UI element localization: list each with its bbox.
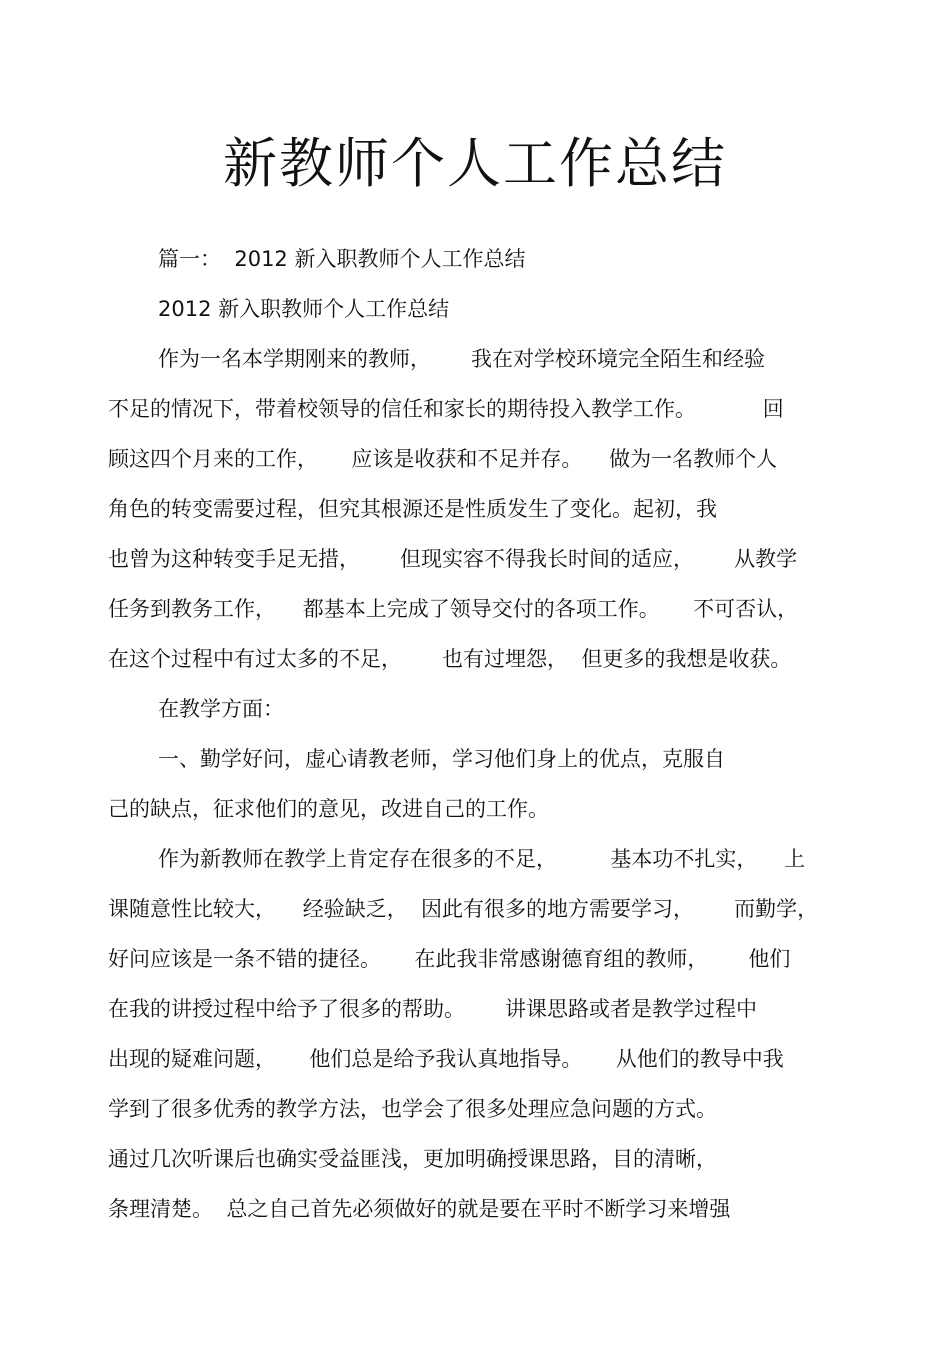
paragraph-line: 学到了很多优秀的教学方法，也学会了很多处理应急问题的方式。: [108, 1097, 717, 1121]
paragraph-line: 通过几次听课后也确实受益匪浅，更加明确授课思路，目的清晰，: [108, 1147, 717, 1171]
paragraph-line: 角色的转变需要过程，但究其根源还是性质发生了变化。起初，我: [108, 497, 717, 521]
paragraph-line: 好问应该是一条不错的捷径。 在此我非常感谢德育组的教师， 他们: [108, 947, 791, 971]
document-title: 新教师个人工作总结: [223, 132, 727, 195]
paragraph-line: 任务到教务工作， 都基本上完成了领导交付的各项工作。 不可否认，: [108, 597, 799, 621]
paragraph-line: 顾这四个月来的工作， 应该是收获和不足并存。 做为一名教师个人: [108, 447, 778, 471]
paragraph-line: 也曾为这种转变手足无措， 但现实容不得我长时间的适应， 从教学: [108, 547, 798, 571]
paragraph-line: 己的缺点，征求他们的意见，改进自己的工作。: [108, 797, 549, 821]
paragraph-line: 在这个过程中有过太多的不足， 也有过埋怨， 但更多的我想是收获。: [108, 647, 792, 671]
paragraph-line: 一、勤学好问，虚心请教老师，学习他们身上的优点，克服自: [158, 747, 725, 771]
paragraph-line: 在我的讲授过程中给予了很多的帮助。 讲课思路或者是教学过程中: [108, 997, 758, 1021]
section-heading-line: 在教学方面：: [158, 697, 284, 721]
paragraph-line: 不足的情况下，带着校领导的信任和家长的期待投入教学工作。 回: [108, 397, 784, 421]
paragraph-line: 条理清楚。 总之自己首先必须做好的就是要在平时不断学习来增强: [108, 1197, 731, 1221]
paragraph-line: 作为新教师在教学上肯定存在很多的不足， 基本功不扎实， 上: [158, 847, 806, 871]
paragraph-line: 作为一名本学期刚来的教师， 我在对学校环境完全陌生和经验: [158, 347, 766, 371]
section-heading-line: 篇一： 2012 新入职教师个人工作总结: [158, 247, 526, 271]
subtitle-line: 2012 新入职教师个人工作总结: [158, 297, 450, 321]
paragraph-line: 出现的疑难问题， 他们总是给予我认真地指导。 从他们的教导中我: [108, 1047, 784, 1071]
paragraph-line: 课随意性比较大， 经验缺乏， 因此有很多的地方需要学习， 而勤学，: [108, 897, 819, 921]
